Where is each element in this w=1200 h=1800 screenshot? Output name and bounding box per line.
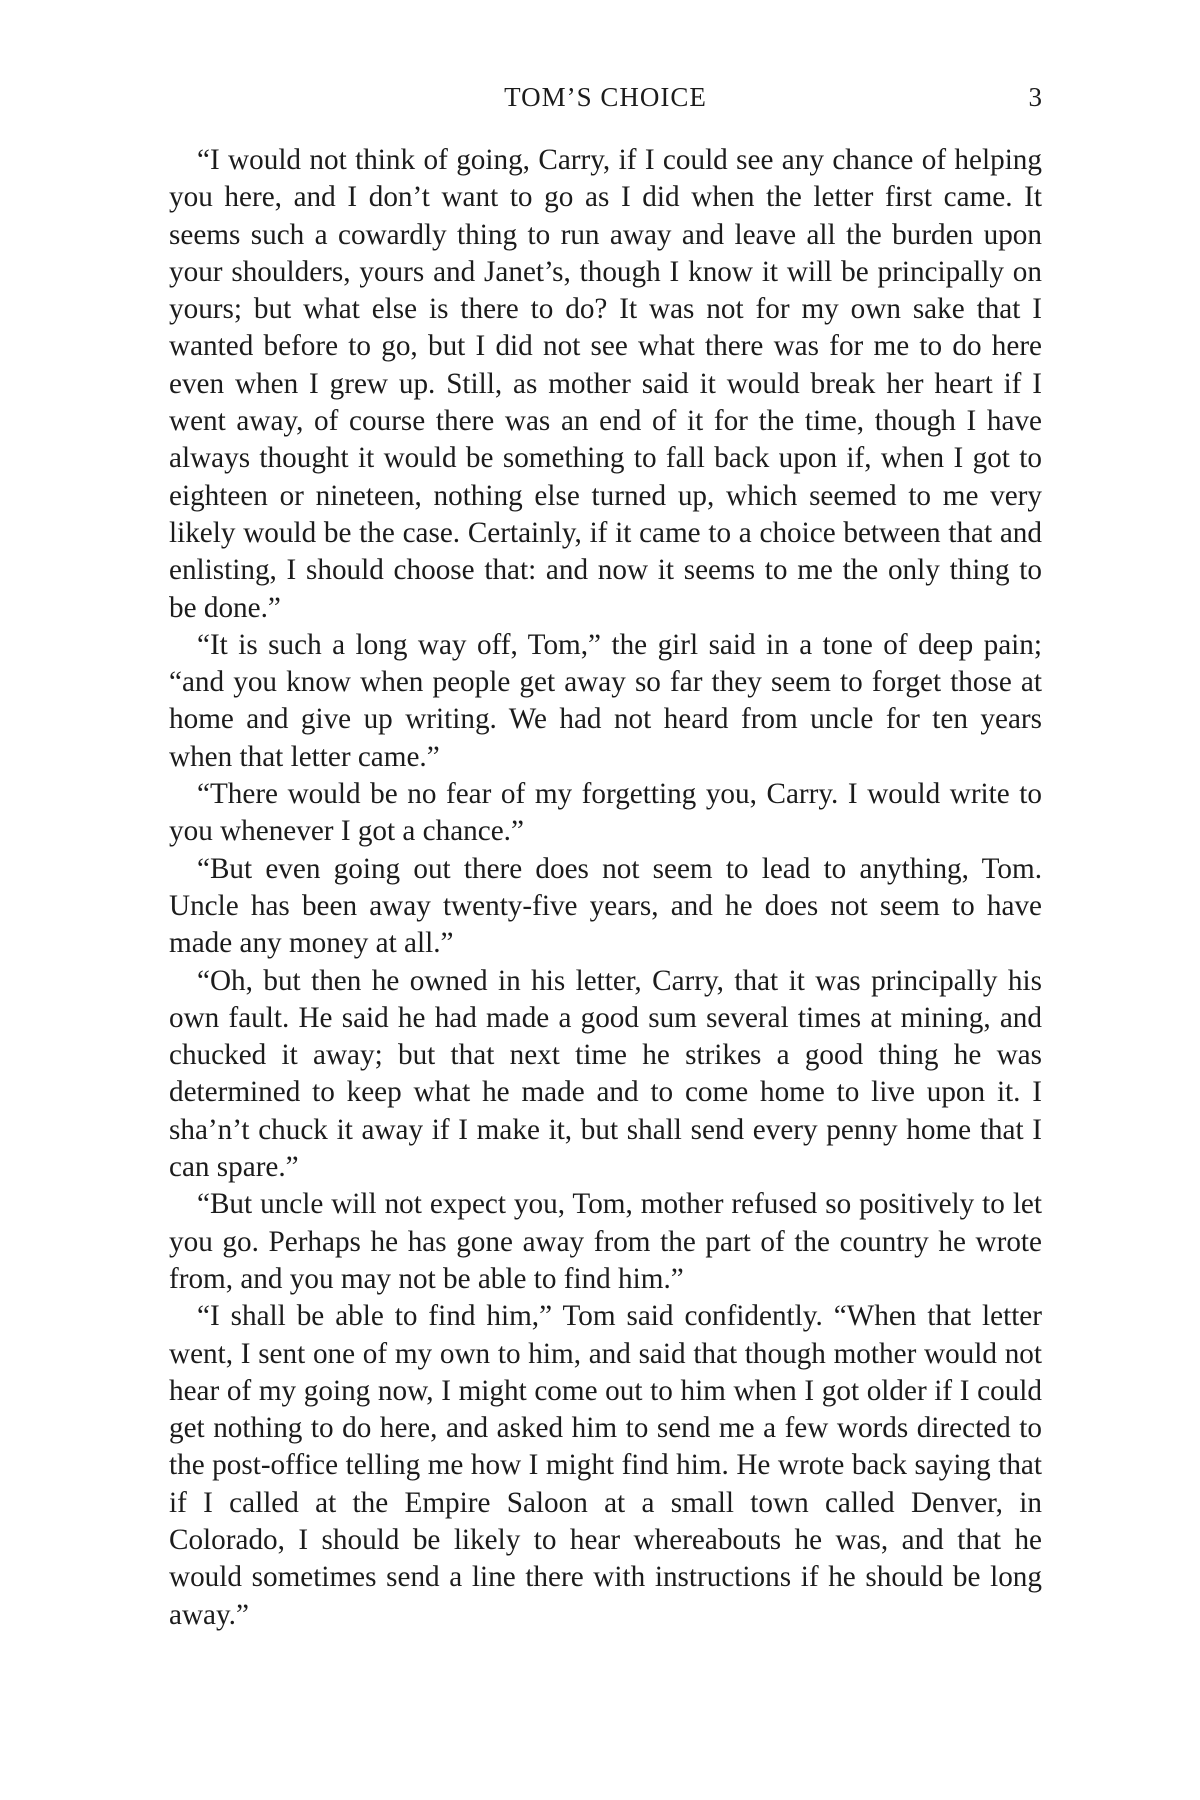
paragraph: “I shall be able to find him,” Tom said confidently. “When that letter went, I sent one of my own to him, and said that though mother would not hear of my going now, I might come out to him when I got older if I could get nothing to do here, and asked him to send me a few words directed to the post-office telling me how I might find him. He wrote back saying that if I called at the Empire Saloon at a small town called Denver, in Colorado, I should be likely to hear whereabouts he was, and that he would sometimes send a line there with instructions if he should be long away.” (169, 1300, 1042, 1631)
paragraph: “But uncle will not expect you, Tom, mother refused so positively to let you go. Perhaps he has gone away from the part of the country he wrote from, and you may not be able to find him.” (169, 1188, 1042, 1295)
running-head (169, 82, 1042, 122)
paragraph: “It is such a long way off, Tom,” the girl said in a tone of deep pain; “and you know when people get away so far they seem to forget those at home and give up writing. We had not heard from uncle for ten years when that letter came.” (169, 628, 1042, 773)
paragraph: “Oh, but then he owned in his letter, Carry, that it was principally his own fault. He said he had made a good sum several times at mining, and chucked it away; but that next time he strikes a good thing he was determined to keep what he made and to come home to live upon it. I sha’n’t chuck it away if I make it, but shall send every penny home that I can spare.” (169, 964, 1042, 1184)
body-text (169, 142, 1042, 1634)
paragraph: “But even going out there does not seem to lead to anything, Tom. Uncle has been away twenty-five years, and he does not seem to have made any money at all.” (169, 852, 1042, 960)
running-title: TOM’S CHOICE (504, 82, 707, 112)
page-number: 3 (1028, 82, 1042, 112)
paragraph: “There would be no fear of my forgetting you, Carry. I would write to you whenever I got a chance.” (169, 778, 1042, 848)
paragraph: “I would not think of going, Carry, if I could see any chance of helping you here, and I don’t want to go as I did when the letter first came. It seems such a cowardly thing to run away and leave all the burden upon your shoulders, yours and Janet’s, though I know it will be principally on yours; but what else is there to do? It was not for my own sake that I wanted before to go, but I did not see what there was for me to do here even when I grew up. Still, as mother said it would break her heart if I went away, of course there was an end of it for the time, though I have always thought it would be something to fall back upon if, when I got to eighteen or nineteen, nothing else turned up, which seemed to me very likely would be the case. Certainly, if it came to a choice between that and enlisting, I should choose that: and now it seems to me the only thing to be done.” (169, 144, 1042, 624)
